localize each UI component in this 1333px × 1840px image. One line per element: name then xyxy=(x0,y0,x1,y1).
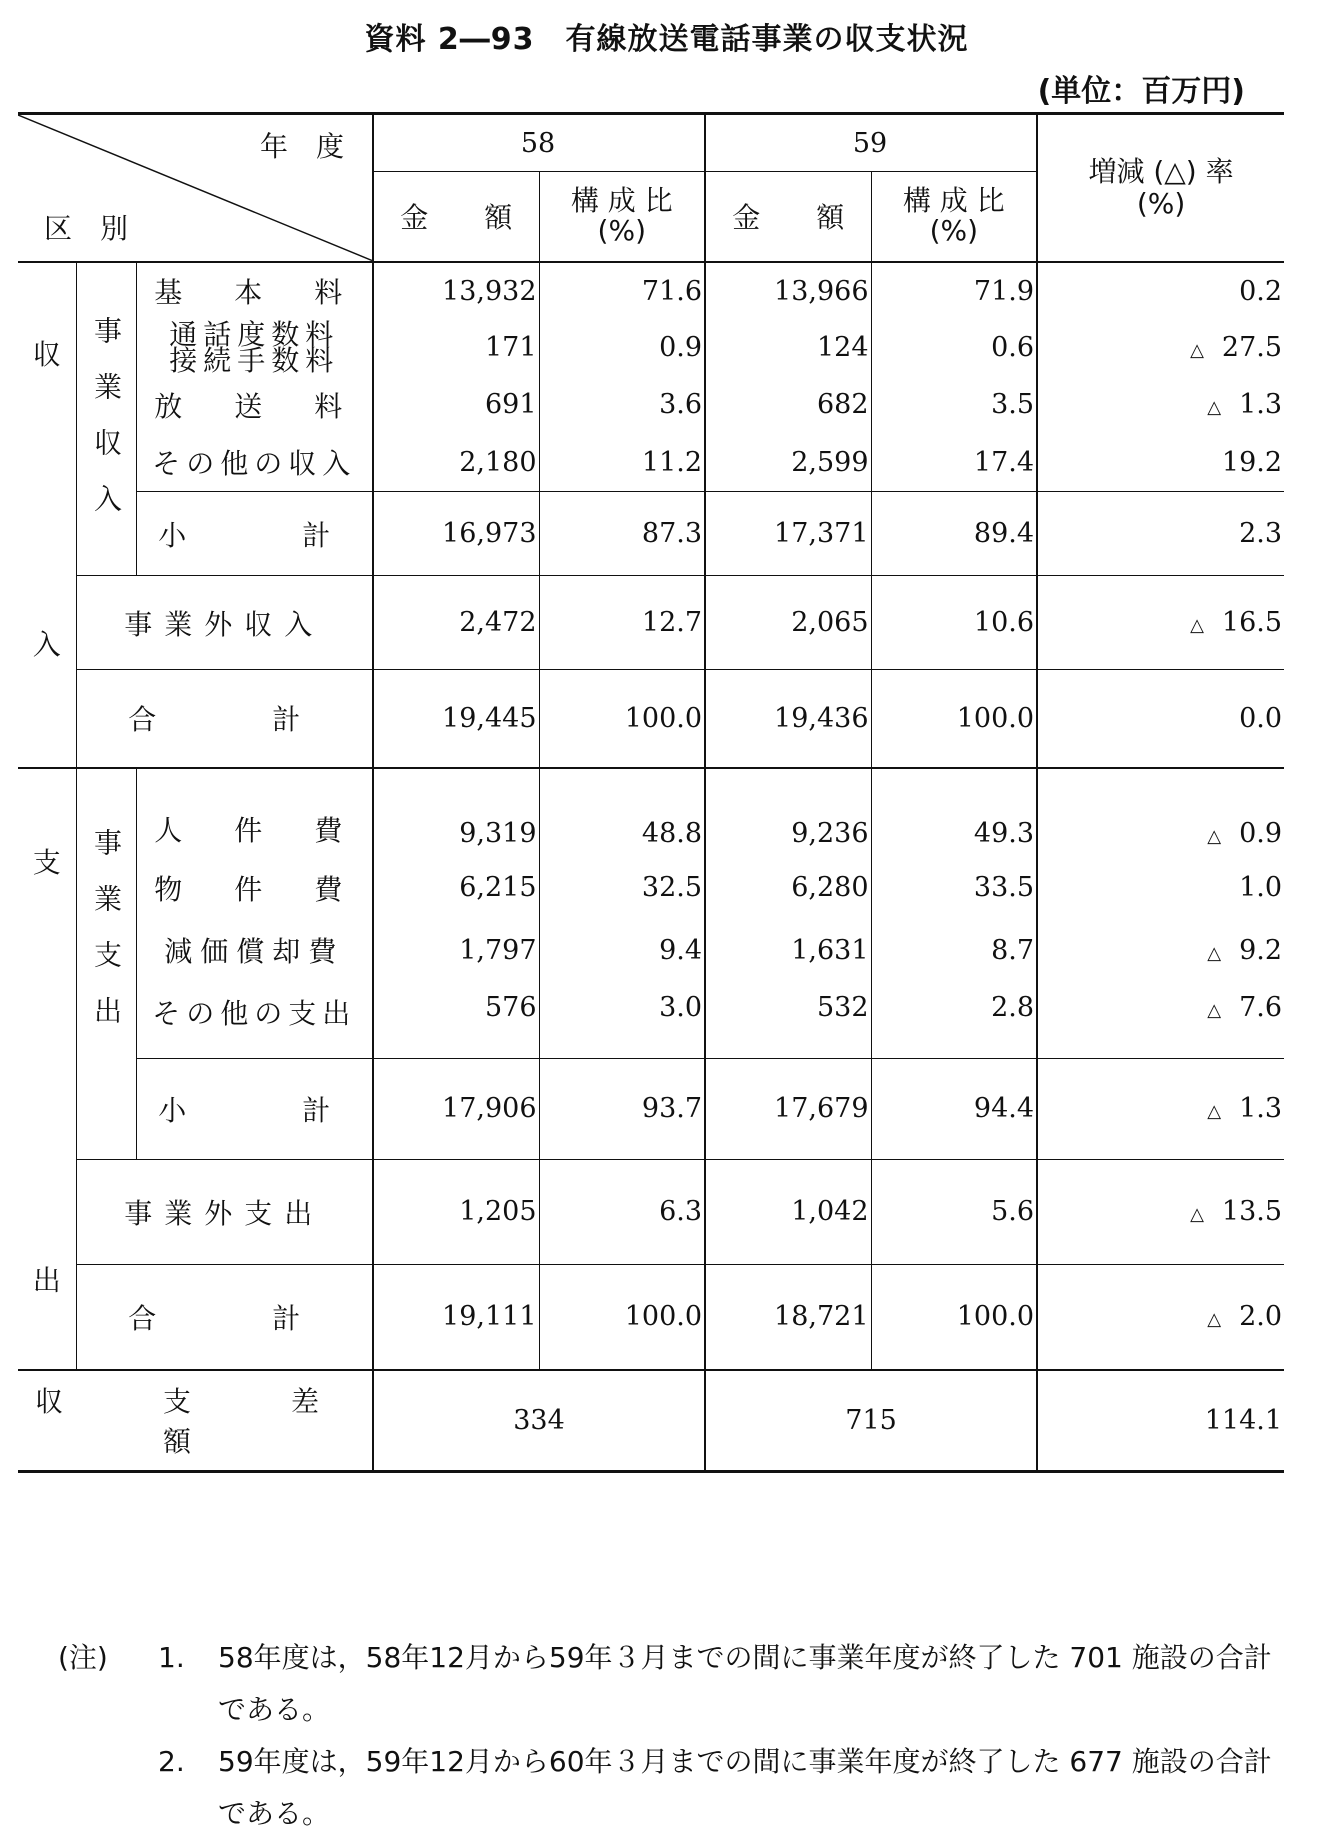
cell-sagaku-chg: 114.1 xyxy=(1204,1404,1283,1436)
income-expense-table xyxy=(18,112,1284,1473)
header-corner-cell xyxy=(18,114,373,262)
row-label-sonota-in: その他の収入 xyxy=(136,434,373,492)
header-kingaku-59: 金 額 xyxy=(705,172,871,262)
cell-gokei-out-a59: 18,721 xyxy=(705,1264,871,1369)
cell-shokei-out-a59: 17,679 xyxy=(705,1059,871,1160)
cell-sonota-in-r59: 17.4 xyxy=(871,434,1037,492)
cell-gokei-in-a58: 19,445 xyxy=(373,670,539,768)
cell-sonota-out-chg: △ 7.6 xyxy=(1207,992,1283,1023)
cell-bukken-r58: 32.5 xyxy=(539,857,705,918)
cell-sagaku-58: 334 xyxy=(373,1370,705,1472)
cell-gokei-out-chg: △ 2.0 xyxy=(1207,1301,1283,1333)
cell-hoso-r59: 3.5 xyxy=(871,376,1037,434)
cell-hoso-chg: △ 1.3 xyxy=(1207,389,1283,420)
cell-kihon-chg: 0.2 xyxy=(1239,275,1283,307)
cell-kihon-r59: 71.9 xyxy=(871,262,1037,320)
header-nendo: 年 度 xyxy=(260,130,345,163)
note-1 xyxy=(58,1632,1288,1736)
jigyo-shunyu-label: 事業収入 xyxy=(76,262,136,576)
header-kouseihi-58-label: 構 成 比 xyxy=(570,184,673,218)
cell-gai-in-a59: 2,065 xyxy=(705,576,871,670)
cell-gokei-in-r58: 100.0 xyxy=(539,670,705,768)
cell-genka-chg: △ 9.2 xyxy=(1207,934,1283,966)
cell-genka-r59: 8.7 xyxy=(871,919,1037,982)
cell-tsuwa-r58: 0.9 xyxy=(539,320,705,376)
cell-bukken-a59: 6,280 xyxy=(705,857,871,918)
section-shi: 支 xyxy=(32,845,61,879)
table-row xyxy=(18,262,1284,320)
header-kouseihi-59-pct: (%) xyxy=(929,214,979,248)
section-income-label xyxy=(18,262,76,768)
cell-kihon-a59: 13,966 xyxy=(705,262,871,320)
table-row xyxy=(18,492,1284,576)
table-row xyxy=(18,320,1284,376)
cell-tsuwa-r59: 0.6 xyxy=(871,320,1037,376)
row-label-gai-out: 事業外支出 xyxy=(76,1159,373,1264)
cell-gokei-in-chg: 0.0 xyxy=(1239,702,1283,734)
cell-genka-a59: 1,631 xyxy=(705,919,871,982)
table-row xyxy=(18,376,1284,434)
table-row xyxy=(18,434,1284,492)
cell-gai-in-a58: 2,472 xyxy=(373,576,539,670)
cell-hoso-a58: 691 xyxy=(373,376,539,434)
jigyo-shishutsu-label: 事業支出 xyxy=(76,768,136,1160)
section-nyu: 入 xyxy=(32,627,61,661)
header-kouseihi-59-label: 構 成 比 xyxy=(902,184,1005,218)
cell-gai-in-chg: △ 16.5 xyxy=(1190,607,1283,638)
cell-kihon-r58: 71.6 xyxy=(539,262,705,320)
cell-hoso-a59: 682 xyxy=(705,376,871,434)
row-label-shokei-in: 小 計 xyxy=(136,492,373,576)
cell-genka-r58: 9.4 xyxy=(539,919,705,982)
table-row xyxy=(18,670,1284,768)
section-shu: 収 xyxy=(32,337,61,371)
cell-gai-in-r59: 10.6 xyxy=(871,576,1037,670)
table-row xyxy=(18,982,1284,1059)
table-row xyxy=(18,768,1284,858)
note-2-number: 2. xyxy=(158,1745,185,1778)
cell-shokei-in-a58: 16,973 xyxy=(373,492,539,576)
cell-tsuwa-chg: △ 27.5 xyxy=(1190,332,1283,363)
cell-gokei-out-a58: 19,111 xyxy=(373,1264,539,1369)
cell-sagaku-59: 715 xyxy=(705,1370,1037,1472)
header-kouseihi-59 xyxy=(871,172,1037,262)
note-1-text: 58年度は，58年12月から59年３月までの間に事業年度が終了した 701 施設の合計である。 xyxy=(218,1641,1272,1726)
section-shutsu: 出 xyxy=(32,1263,61,1297)
notes xyxy=(58,1632,1288,1840)
cell-tsuwa-a58: 171 xyxy=(373,320,539,376)
cell-sonota-in-a59: 2,599 xyxy=(705,434,871,492)
cell-gai-out-a59: 1,042 xyxy=(705,1159,871,1264)
cell-bukken-r59: 33.5 xyxy=(871,857,1037,918)
cell-sonota-in-chg: 19.2 xyxy=(1221,446,1283,478)
row-label-sagaku: 収 支 差 額 xyxy=(18,1370,373,1472)
row-label-genka: 減価償却費 xyxy=(136,919,373,982)
cell-gai-out-chg: △ 13.5 xyxy=(1190,1196,1283,1228)
cell-jinken-a59: 9,236 xyxy=(705,768,871,858)
cell-shokei-in-r58: 87.3 xyxy=(539,492,705,576)
notes-label: (注) xyxy=(58,1641,108,1674)
header-year-58: 58 xyxy=(373,114,705,172)
cell-shokei-out-chg: △ 1.3 xyxy=(1207,1093,1283,1125)
table-row xyxy=(18,576,1284,670)
cell-sonota-out-r58: 3.0 xyxy=(539,982,705,1059)
row-label-hoso: 放 送 料 xyxy=(136,376,373,434)
header-kingaku-58: 金 額 xyxy=(373,172,539,262)
table-row xyxy=(18,1370,1284,1472)
cell-gokei-out-r58: 100.0 xyxy=(539,1264,705,1369)
cell-jinken-chg: △ 0.9 xyxy=(1207,818,1283,850)
cell-gokei-in-r59: 100.0 xyxy=(871,670,1037,768)
note-2 xyxy=(58,1736,1288,1840)
table-row xyxy=(18,1264,1284,1369)
cell-jinken-r58: 48.8 xyxy=(539,768,705,858)
header-zougen xyxy=(1037,114,1284,262)
cell-gokei-out-r59: 100.0 xyxy=(871,1264,1037,1369)
cell-gokei-in-a59: 19,436 xyxy=(705,670,871,768)
cell-shokei-in-r59: 89.4 xyxy=(871,492,1037,576)
row-label-gokei-in: 合 計 xyxy=(76,670,373,768)
unit-label: (単位：百万円) xyxy=(1037,74,1245,109)
row-label-sonota-out: その他の支出 xyxy=(136,982,373,1059)
cell-genka-a58: 1,797 xyxy=(373,919,539,982)
cell-gai-out-r58: 6.3 xyxy=(539,1159,705,1264)
header-year-59: 59 xyxy=(705,114,1037,172)
note-2-text: 59年度は，59年12月から60年３月までの間に事業年度が終了した 677 施設の合計である。 xyxy=(218,1745,1272,1830)
cell-sonota-in-r58: 11.2 xyxy=(539,434,705,492)
cell-gai-out-r59: 5.6 xyxy=(871,1159,1037,1264)
table-row xyxy=(18,919,1284,982)
header-kouseihi-58-pct: (%) xyxy=(597,214,646,248)
row-label-jinken: 人 件 費 xyxy=(136,768,373,858)
note-1-number: 1. xyxy=(158,1641,185,1674)
cell-bukken-chg: 1.0 xyxy=(1239,872,1283,904)
cell-shokei-out-a58: 17,906 xyxy=(373,1059,539,1160)
cell-sonota-out-r59: 2.8 xyxy=(871,982,1037,1059)
cell-shokei-in-a59: 17,371 xyxy=(705,492,871,576)
cell-shokei-out-r59: 94.4 xyxy=(871,1059,1037,1160)
cell-sonota-out-a58: 576 xyxy=(373,982,539,1059)
cell-gai-out-a58: 1,205 xyxy=(373,1159,539,1264)
page-title: 資料 2―93 有線放送電話事業の収支状況 xyxy=(364,22,969,57)
cell-sonota-out-a59: 532 xyxy=(705,982,871,1059)
header-kubun: 区 別 xyxy=(44,211,129,245)
table-row xyxy=(18,857,1284,918)
section-expense-label xyxy=(18,768,76,1370)
row-label-tsuwa: 通話度数料 接続手数料 xyxy=(136,320,373,376)
row-label-shokei-out: 小 計 xyxy=(136,1059,373,1160)
cell-sonota-in-a58: 2,180 xyxy=(373,434,539,492)
cell-hoso-r58: 3.6 xyxy=(539,376,705,434)
row-label-gokei-out: 合 計 xyxy=(76,1264,373,1369)
table-row xyxy=(18,1059,1284,1160)
row-label-bukken: 物 件 費 xyxy=(136,857,373,918)
header-kouseihi-58 xyxy=(539,172,705,262)
cell-jinken-r59: 49.3 xyxy=(871,768,1037,858)
table-row xyxy=(18,1159,1284,1264)
row-label-gai-in: 事業外収入 xyxy=(76,576,373,670)
cell-tsuwa-a59: 124 xyxy=(705,320,871,376)
cell-kihon-a58: 13,932 xyxy=(373,262,539,320)
cell-gai-in-r58: 12.7 xyxy=(539,576,705,670)
cell-bukken-a58: 6,215 xyxy=(373,857,539,918)
cell-shokei-in-chg: 2.3 xyxy=(1037,492,1284,576)
header-zougen-label: 増減 (△) 率 xyxy=(1088,154,1234,188)
cell-shokei-out-r58: 93.7 xyxy=(539,1059,705,1160)
cell-jinken-a58: 9,319 xyxy=(373,768,539,858)
row-label-kihon: 基 本 料 xyxy=(136,262,373,320)
header-zougen-pct: (%) xyxy=(1136,186,1186,220)
